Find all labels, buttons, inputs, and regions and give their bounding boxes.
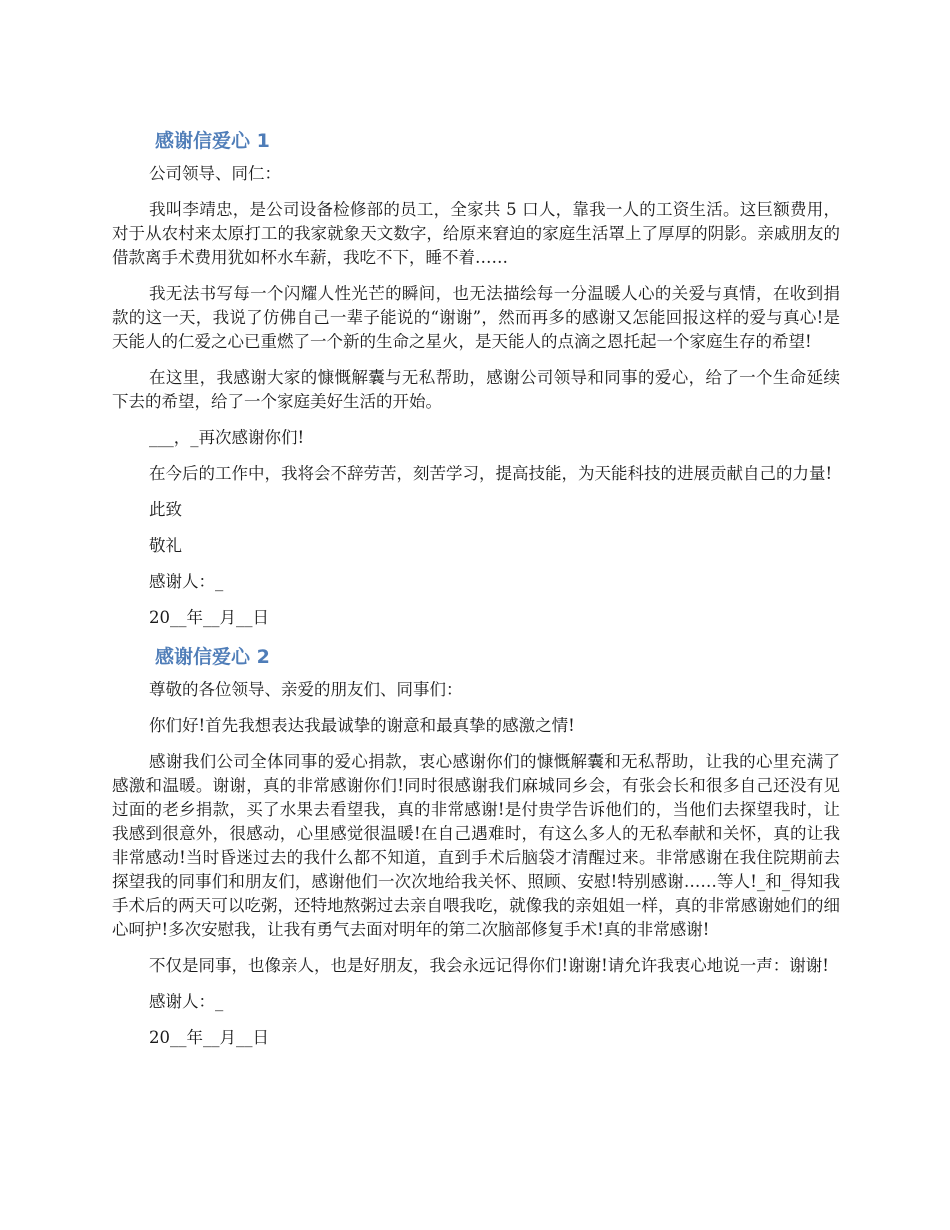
date-line: 20__年__月__日	[149, 608, 269, 627]
paragraph: 感谢我们公司全体同事的爱心捐款，衷心感谢你们的慷慨解囊和无私帮助，让我的心里充满了感激和温暖。谢谢，真的非常感谢你们!同时很感谢我们麻城同乡会，有张会长和很多自己还没有见过面的老乡捐款，买了水果去看望我，真的非常感谢!是付贵学告诉他们的，当他们去探望我时，让我感到很意外，很感动，心里感觉很温暖!在自己遇难时，有这么多人的无私奉献和关怀，真的让我非常感动!当时昏迷过去的我什么都不知道，直到手术后脑袋才清醒过来。非常感谢在我住院期前去探望我的同事们和朋友们，感谢他们一次次地给我关怀、照顾、安慰!特别感谢……等人!_和_得知我手术后的两天可以吃粥，还特地熬粥过去亲自喂我吃，就像我的亲姐姐一样，真的非常感谢她们的细心呵护!多次安慰我，让我有勇气去面对明年的第二次脑部修复手术!真的非常感谢!	[112, 752, 840, 939]
letter-section-2	[112, 642, 840, 1050]
paragraph: 在今后的工作中，我将会不辞劳苦，刻苦学习，提高技能，为天能科技的进展贡献自己的力量!	[149, 464, 833, 483]
date-line: 20__年__月__日	[149, 1028, 269, 1047]
closing-line: 此致	[149, 500, 182, 519]
letter-section-1	[112, 126, 840, 630]
salutation: 公司领导、同仁：	[149, 164, 281, 183]
salutation: 尊敬的各位领导、亲爱的朋友们、同事们：	[149, 680, 463, 699]
paragraph: 我无法书写每一个闪耀人性光芒的瞬间，也无法描绘每一分温暖人心的关爱与真情，在收到捐款的这一天，我说了仿佛自己一辈子能说的“谢谢”，然而再多的感谢又怎能回报这样的爱与真心!是天能人的仁爱之心已重燃了一个新的生命之星火，是天能人的点滴之恩托起一个家庭生存的希望!	[112, 284, 840, 351]
section-heading: 感谢信爱心 2	[155, 646, 270, 668]
paragraph: 你们好!首先我想表达我最诚挚的谢意和最真挚的感激之情!	[149, 716, 575, 735]
paragraph: 在这里，我感谢大家的慷慨解囊与无私帮助，感谢公司领导和同事的爱心，给了一个生命延续下去的希望，给了一个家庭美好生活的开始。	[112, 368, 840, 411]
paragraph: 不仅是同事，也像亲人，也是好朋友，我会永远记得你们!谢谢!请允许我衷心地说一声：谢谢!	[149, 956, 829, 975]
signature-line: 感谢人：_	[149, 572, 224, 591]
section-heading: 感谢信爱心 1	[155, 130, 270, 152]
closing-line: 敬礼	[149, 536, 182, 555]
document-page	[112, 126, 840, 1062]
signature-line: 感谢人：_	[149, 992, 224, 1011]
paragraph: 我叫李靖忠，是公司设备检修部的员工，全家共 5 口人，靠我一人的工资生活。这巨额费用，对于从农村来太原打工的我家就象天文数字，给原来窘迫的家庭生活罩上了厚厚的阴影。亲戚朋友的借款离手术费用犹如杯水车薪，我吃不下，睡不着……	[112, 200, 840, 267]
paragraph: ___，_再次感谢你们!	[149, 428, 305, 447]
